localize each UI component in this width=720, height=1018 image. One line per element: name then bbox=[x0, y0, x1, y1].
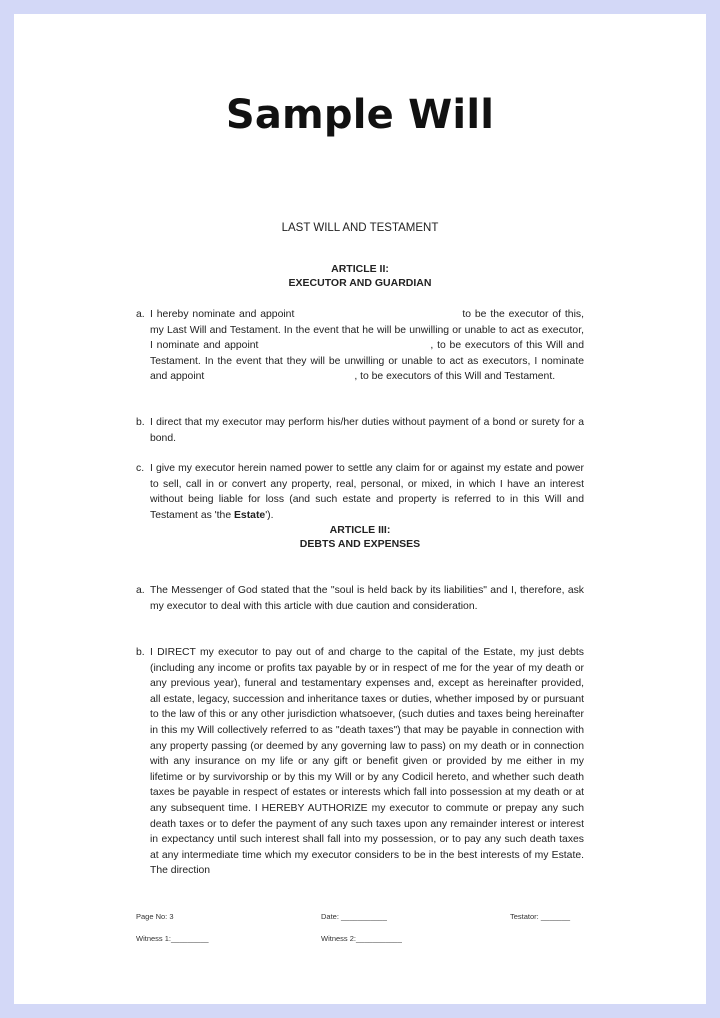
clause-text-part: , to be executors of this Will and Testament. bbox=[354, 371, 556, 383]
document-title: LAST WILL AND TESTAMENT bbox=[281, 222, 439, 234]
article-3-heading bbox=[14, 523, 706, 551]
article-3-number: ARTICLE III: bbox=[329, 524, 391, 536]
article-3-clause-a bbox=[136, 583, 584, 614]
article-2-clause-a bbox=[136, 307, 584, 385]
clause-text-part: I hereby nominate and appoint bbox=[150, 309, 295, 320]
clause-text: The Messenger of God stated that the "soul is held back by its liabilities" and I, therefore, ask my executor to deal with this article with due caution and consideration. bbox=[150, 585, 584, 612]
article-3-title: DEBTS AND EXPENSES bbox=[299, 538, 421, 550]
document-page bbox=[14, 14, 706, 1004]
clause-text-part: to be the executor of this, my Last Will and Testament. In the event that he will be unwilling or unable to act as executor, I nominate and appoint bbox=[150, 309, 584, 352]
article-2-clause-c bbox=[136, 461, 584, 523]
clause-letter: c. bbox=[136, 463, 145, 474]
estate-term: Estate bbox=[234, 509, 266, 521]
clause-text-part: '). bbox=[265, 509, 274, 521]
article-2-number: ARTICLE II: bbox=[331, 263, 389, 275]
article-2-clause-b bbox=[136, 415, 584, 446]
footer-testator-field: Testator: _______ bbox=[510, 912, 571, 921]
clause-letter: a. bbox=[136, 585, 145, 596]
clause-text: I DIRECT my executor to pay out of and charge to the capital of the Estate, my just debts (including any income or profits tax payable by or in respect of me for the year of my death or any previous year), funeral and testamentary expenses and, except as hereinafter provided, all estate, legacy, succession and inheritance taxes or duties, whether imposed by or pursuant to the law of this or any other jurisdiction whatsoever, (such duties and taxes being hereinafter in this my Will collectively referred to as "death taxes") that may be payable in connection with any property passing (or deemed by any governing law to pass) on my death or in connection with any insurance on my life or any gift or benefit given or provided by me either in my lifetime or by survivorship or by this my Will or by any Codicil hereto, and whether such death taxes be payable in respect of estates or interests which fall into possession at my death or at any subsequent time. I HEREBY AUTHORIZE my executor to commute or prepay any such death taxes or to defer the payment of any such taxes upon any remainder interest or interest in expectancy until such interest shall fall into my possession, or to pay any such death taxes at any intermediate time which my executor considers to be in the best interests of my Estate. The direction bbox=[150, 647, 584, 877]
clause-text-part: , to be executors of this Will and Testament. In the event that they will be unwilling or unable to act as executors, I nominate and appoint bbox=[150, 340, 584, 383]
article-2-title: EXECUTOR AND GUARDIAN bbox=[288, 277, 432, 289]
clause-letter: b. bbox=[136, 647, 145, 658]
clause-text bbox=[150, 307, 584, 385]
clause-text: I direct that my executor may perform his/her duties without payment of a bond or surety for a bond. bbox=[150, 417, 584, 444]
article-2-heading bbox=[14, 262, 706, 290]
clause-letter: a. bbox=[136, 309, 145, 320]
footer-witness-1-field: Witness 1:_________ bbox=[136, 934, 209, 943]
footer-date-field: Date: ___________ bbox=[321, 912, 387, 921]
article-3-clause-b bbox=[136, 645, 584, 879]
page-title: Sample Will bbox=[225, 92, 495, 138]
footer-page-number: Page No: 3 bbox=[136, 912, 174, 921]
clause-text bbox=[150, 461, 584, 523]
clause-letter: b. bbox=[136, 417, 145, 428]
clause-text-part: I give my executor herein named power to settle any claim for or against my estate and power to sell, call in or convert any property, real, personal, or mixed, in which I have an interest without being liable for loss (and such estate and property is referred to in this Will and Testament as 'the bbox=[150, 463, 584, 521]
footer-witness-2-field: Witness 2:___________ bbox=[321, 934, 402, 943]
